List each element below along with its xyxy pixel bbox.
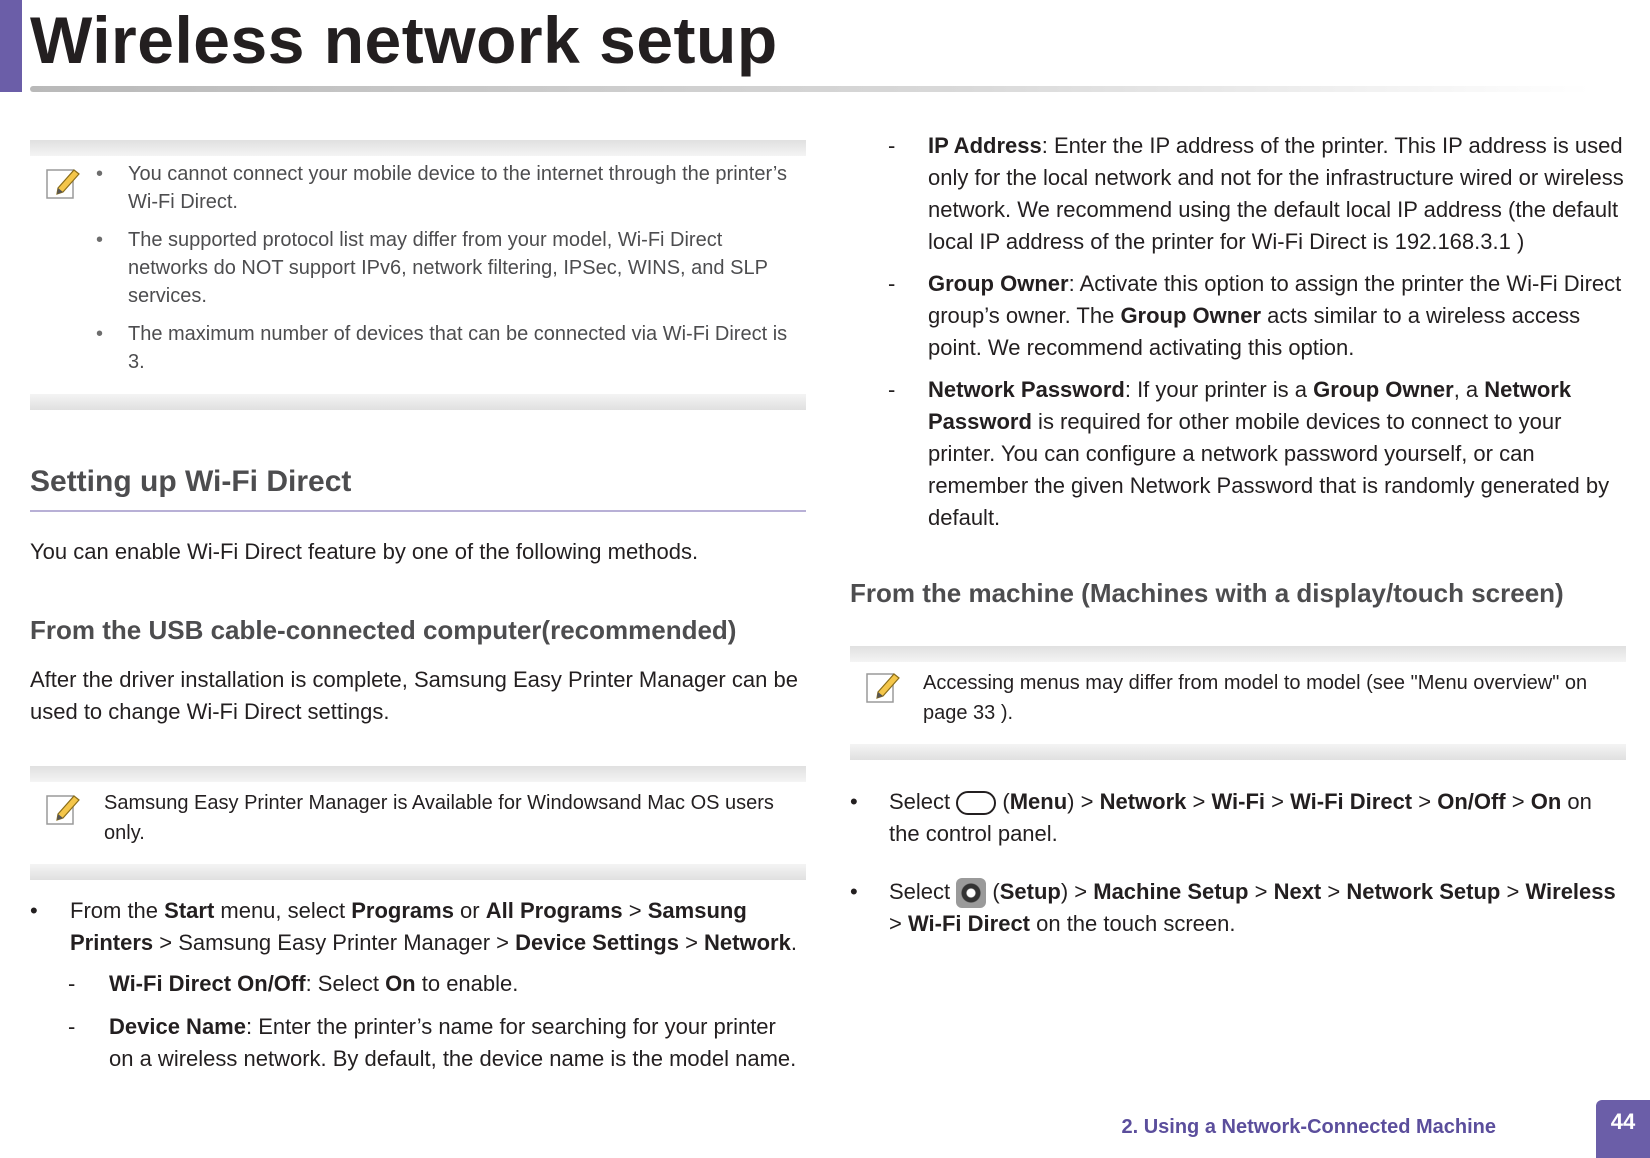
note-bottom-bar (850, 744, 1626, 760)
option-group-owner: Group Owner: Activate this option to assign the printer the Wi-Fi Direct group’s owner. The Group Owner acts similar to a wireless access point. We recommend activating this option. (928, 271, 1622, 360)
page-title: Wireless network setup (30, 3, 778, 77)
pencil-note-icon (44, 164, 82, 202)
option-device-name: Device Name: Enter the printer’s name for searching for your printer on a wireless network. By default, the device name is the model name. (109, 1014, 797, 1071)
note-top-bar (30, 140, 806, 156)
dash: - (68, 971, 76, 996)
note-top-bar (850, 646, 1626, 662)
option-onoff: Wi-Fi Direct On/Off: Select On to enable. (109, 971, 519, 996)
note-bottom-bar (30, 394, 806, 410)
pencil-note-icon (44, 790, 82, 828)
note-box (30, 766, 806, 880)
note-item: • The supported protocol list may differ from your model, Wi-Fi Direct networks do NOT support IPv6, network filtering, IPSec, WINS, and SLP services. (96, 229, 768, 307)
option-network-password: Network Password: If your printer is a Group Owner, a Network Password is required for other mobile devices to connect to your printer. You can configure a network password yourself, or can remember the given Network Password that is randomly generated by default. (928, 377, 1610, 530)
note-box (30, 140, 806, 410)
bullet: • (850, 789, 858, 814)
setup-gear-icon (956, 878, 986, 908)
usb-paragraph: After the driver installation is complete, Samsung Easy Printer Manager can be used to change Wi-Fi Direct settings. (30, 667, 798, 724)
bullet: • (850, 879, 858, 904)
pencil-note-icon (864, 668, 902, 706)
dash: - (68, 1014, 76, 1039)
usb-heading: From the USB cable-connected computer(recommended) (30, 615, 737, 645)
machine-step-menu: Select (Menu) > Network > Wi-Fi > Wi-Fi Direct > On/Off > On on the control panel. (889, 789, 1592, 846)
menu-key-icon (956, 791, 996, 815)
note-box (850, 646, 1626, 760)
note-item: • The maximum number of devices that can be connected via Wi-Fi Direct is 3. (96, 323, 788, 373)
section-intro: You can enable Wi-Fi Direct feature by one of the following methods. (30, 539, 699, 564)
usb-step: From the Start menu, select Programs or All Programs > Samsung Printers > Samsung Easy Printer Manager > Device Settings > Network. (70, 898, 797, 955)
note-bottom-bar (30, 864, 806, 880)
dash: - (888, 377, 896, 402)
option-ip-address: IP Address: Enter the IP address of the printer. This IP address is used only for the local network and not for the infrastructure wired or wireless network. We recommend using the default local IP address (the default local IP address of the printer for Wi-Fi Direct is 192.168.3.1 ) (928, 133, 1624, 254)
section-title: Setting up Wi-Fi Direct (30, 465, 352, 498)
footer-chapter: 2. Using a Network-Connected Machine (1121, 1116, 1496, 1138)
bullet: • (30, 898, 38, 923)
dash: - (888, 133, 896, 158)
note-text: Samsung Easy Printer Manager is Available for Windowsand Mac OS users only. (104, 792, 774, 844)
title-accent-bar (0, 0, 22, 92)
section-divider (30, 510, 806, 512)
machine-step-setup: Select (Setup) > Machine Setup > Next > Network Setup > Wireless > Wi-Fi Direct on the touch screen. (889, 879, 1616, 937)
note-top-bar (30, 766, 806, 782)
note-text: Accessing menus may differ from model to model (see "Menu overview" on page 33 ). (923, 672, 1588, 724)
machine-heading: From the machine (Machines with a display/touch screen) (850, 578, 1564, 608)
dash: - (888, 271, 896, 296)
note-item: • You cannot connect your mobile device to the internet through the printer’s Wi-Fi Direct. (96, 163, 787, 213)
page-number: 44 (1610, 1109, 1636, 1134)
title-divider (30, 86, 1590, 92)
